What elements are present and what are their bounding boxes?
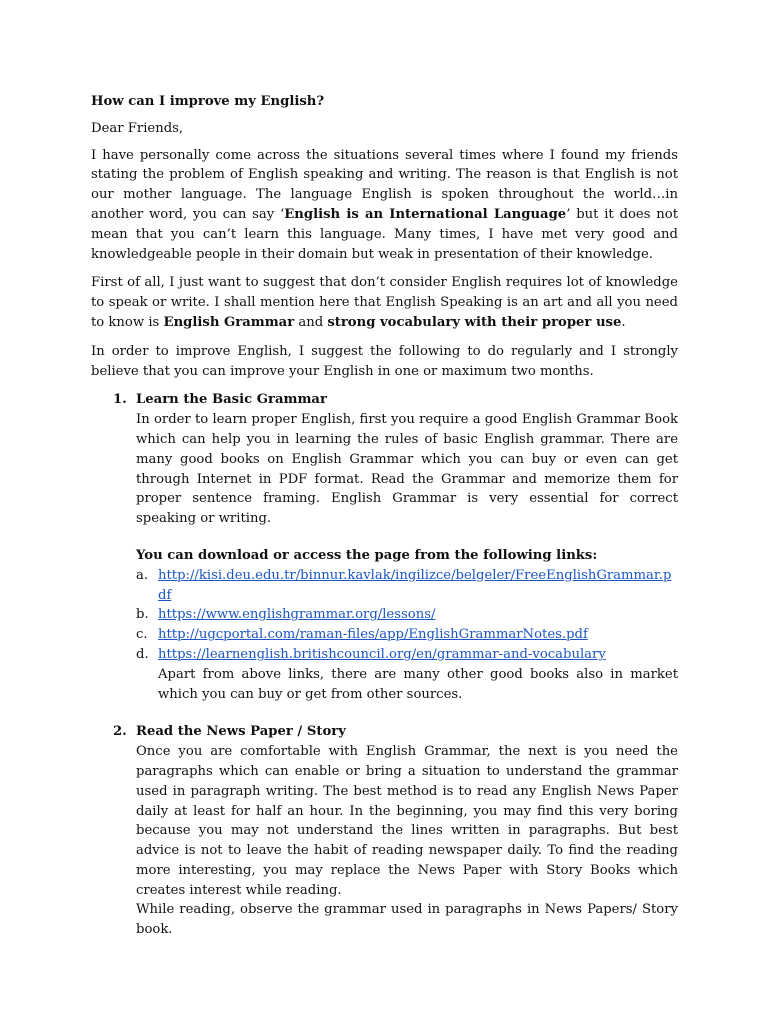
list-item-heading: Learn the Basic Grammar xyxy=(136,392,327,408)
link-letter: a. xyxy=(136,567,149,583)
link-letter: c. xyxy=(136,627,148,643)
list-item-body: Once you are comfortable with English Grammar, the next is you need the paragraphs which can enable or bring a situation to understand the grammar used in paragraph writing. The best method is to read any English News Paper daily at least for half an hour. In the beginning, you may find this very boring because you may not understand the lines written in paragraphs. But best advice is not to leave the habit of reading newspaper daily. To find the reading more interesting, you may replace the News Paper with Story Books which creates interest while reading. xyxy=(136,744,678,898)
link-row-c xyxy=(136,625,678,645)
link-ugcportal-grammar-notes[interactable]: http://ugcportal.com/raman-files/app/EnglishGrammarNotes.pdf xyxy=(158,627,588,643)
link-free-english-grammar-pdf[interactable]: http://kisi.deu.edu.tr/binnur.kavlak/ingilizce/belgeler/FreeEnglishGrammar.pdf xyxy=(158,567,672,603)
link-row-d xyxy=(136,645,678,704)
links-heading: You can download or access the page from the following links: xyxy=(136,547,598,563)
link-letter: b. xyxy=(136,607,149,623)
paragraph-2-text-mid: and xyxy=(294,314,328,330)
paragraph-suggestion: In order to improve English, I suggest the following to do regularly and I strongly believe that you can improve your English in one or maximum two months. xyxy=(91,343,678,379)
list-item-news-paper xyxy=(113,722,678,940)
page-title: How can I improve my English? xyxy=(91,94,325,109)
list-item-heading: Read the News Paper / Story xyxy=(136,724,346,740)
list-item-grammar xyxy=(113,390,678,704)
paragraph-intro-text-b: ’ but it does not mean that you can’t learn this language. Many times, I have met very good and knowledgeable people in their domain but weak in presentation of their knowledge. xyxy=(91,206,679,262)
link-letter: d. xyxy=(136,646,149,662)
links-note: Apart from above links, there are many other good books also in market which you can buy or get from other sources. xyxy=(158,666,678,702)
paragraph-2-text-end: . xyxy=(621,314,626,330)
paragraph-2-bold-grammar: English Grammar xyxy=(163,314,295,330)
paragraph-first-of-all xyxy=(91,273,678,332)
link-row-b xyxy=(136,605,678,625)
link-row-a xyxy=(136,566,678,606)
link-britishcouncil-grammar[interactable]: https://learnenglish.britishcouncil.org/en/grammar-and-vocabulary xyxy=(158,646,606,662)
paragraph-intro-bold: English is an International Language xyxy=(284,206,567,222)
link-englishgrammar-lessons[interactable]: https://www.englishgrammar.org/lessons/ xyxy=(158,607,436,623)
paragraph-intro xyxy=(91,146,678,265)
list-number: 1. xyxy=(113,392,127,408)
paragraph-2-text-a: First of all, I just want to suggest that don’t consider English requires lot of knowledge to speak or write. I shall mention here that English Speaking is an art and all you need to know is xyxy=(91,275,678,330)
list-item-body: In order to learn proper English, first you require a good English Grammar Book which can help you in learning the rules of basic English grammar. There are many good books on English Grammar which you can buy or even can get through Internet in PDF format. Read the Grammar and memorize them for proper sentence framing. English Grammar is very essential for correct speaking or writing. xyxy=(136,412,678,527)
paragraph-2-bold-vocabulary: strong vocabulary with their proper use xyxy=(327,314,622,330)
list-number: 2. xyxy=(113,724,127,740)
list-item-body-2: While reading, observe the grammar used in paragraphs in News Papers/ Story book. xyxy=(136,902,678,938)
document-page xyxy=(91,92,678,940)
paragraph-intro-text-a: I have personally come across the situations several times where I found my friends stating the problem of English speaking and writing. The reason is that English is not our mother language. The language English is spoken throughout the world…in another word, you can say ‘ xyxy=(91,147,678,222)
greeting: Dear Friends, xyxy=(91,120,184,136)
